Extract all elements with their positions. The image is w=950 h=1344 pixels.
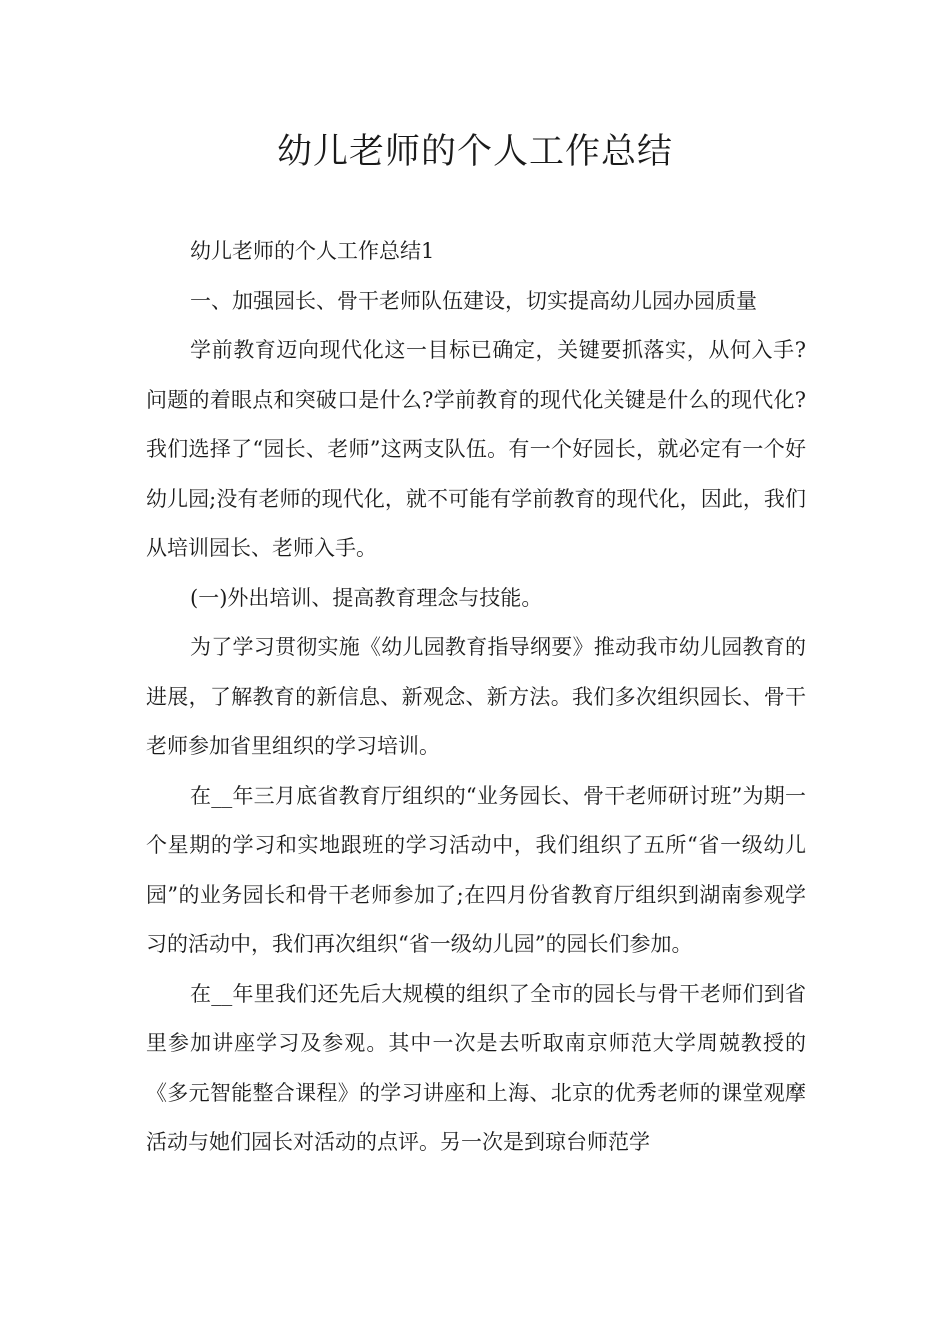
paragraph-section-heading: 一、加强园长、骨干老师队伍建设，切实提高幼儿园办园质量: [190, 288, 757, 313]
paragraph: 在__年三月底省教育厅组织的“业务园长、骨干老师研讨班”为期一个星期的学习和实地跟班的学习活动中，我们组织了五所“省一级幼儿园”的业务园长和骨干老师参加了;在四月份省教育厅组织到湖南参观学习的活动中，我们再次组织“省一级幼儿园”的园长们参加。: [146, 783, 806, 956]
paragraph: 学前教育迈向现代化这一目标已确定，关键要抓落实，从何入手?问题的着眼点和突破口是什么?学前教育的现代化关键是什么的现代化?我们选择了“园长、老师”这两支队伍。有一个好园长，就必定有一个好幼儿园;没有老师的现代化，就不可能有学前教育的现代化，因此，我们从培训园长、老师入手。: [146, 338, 806, 560]
paragraph-heading-1: 幼儿老师的个人工作总结1: [190, 239, 435, 263]
document-body: [146, 227, 806, 1168]
paragraph: 为了学习贯彻实施《幼儿园教育指导纲要》推动我市幼儿园教育的进展，了解教育的新信息、新观念、新方法。我们多次组织园长、骨干老师参加省里组织的学习培训。: [146, 635, 806, 758]
paragraph: 在__年里我们还先后大规模的组织了全市的园长与骨干老师们到省里参加讲座学习及参观。其中一次是去听取南京师范大学周兢教授的《多元智能整合课程》的学习讲座和上海、北京的优秀老师的课堂观摩活动与她们园长对活动的点评。另一次是到琼台师范学: [146, 981, 806, 1154]
paragraph-subheading: (一)外出培训、提高教育理念与技能。: [190, 585, 543, 610]
document-title: 幼儿老师的个人工作总结: [276, 132, 673, 172]
